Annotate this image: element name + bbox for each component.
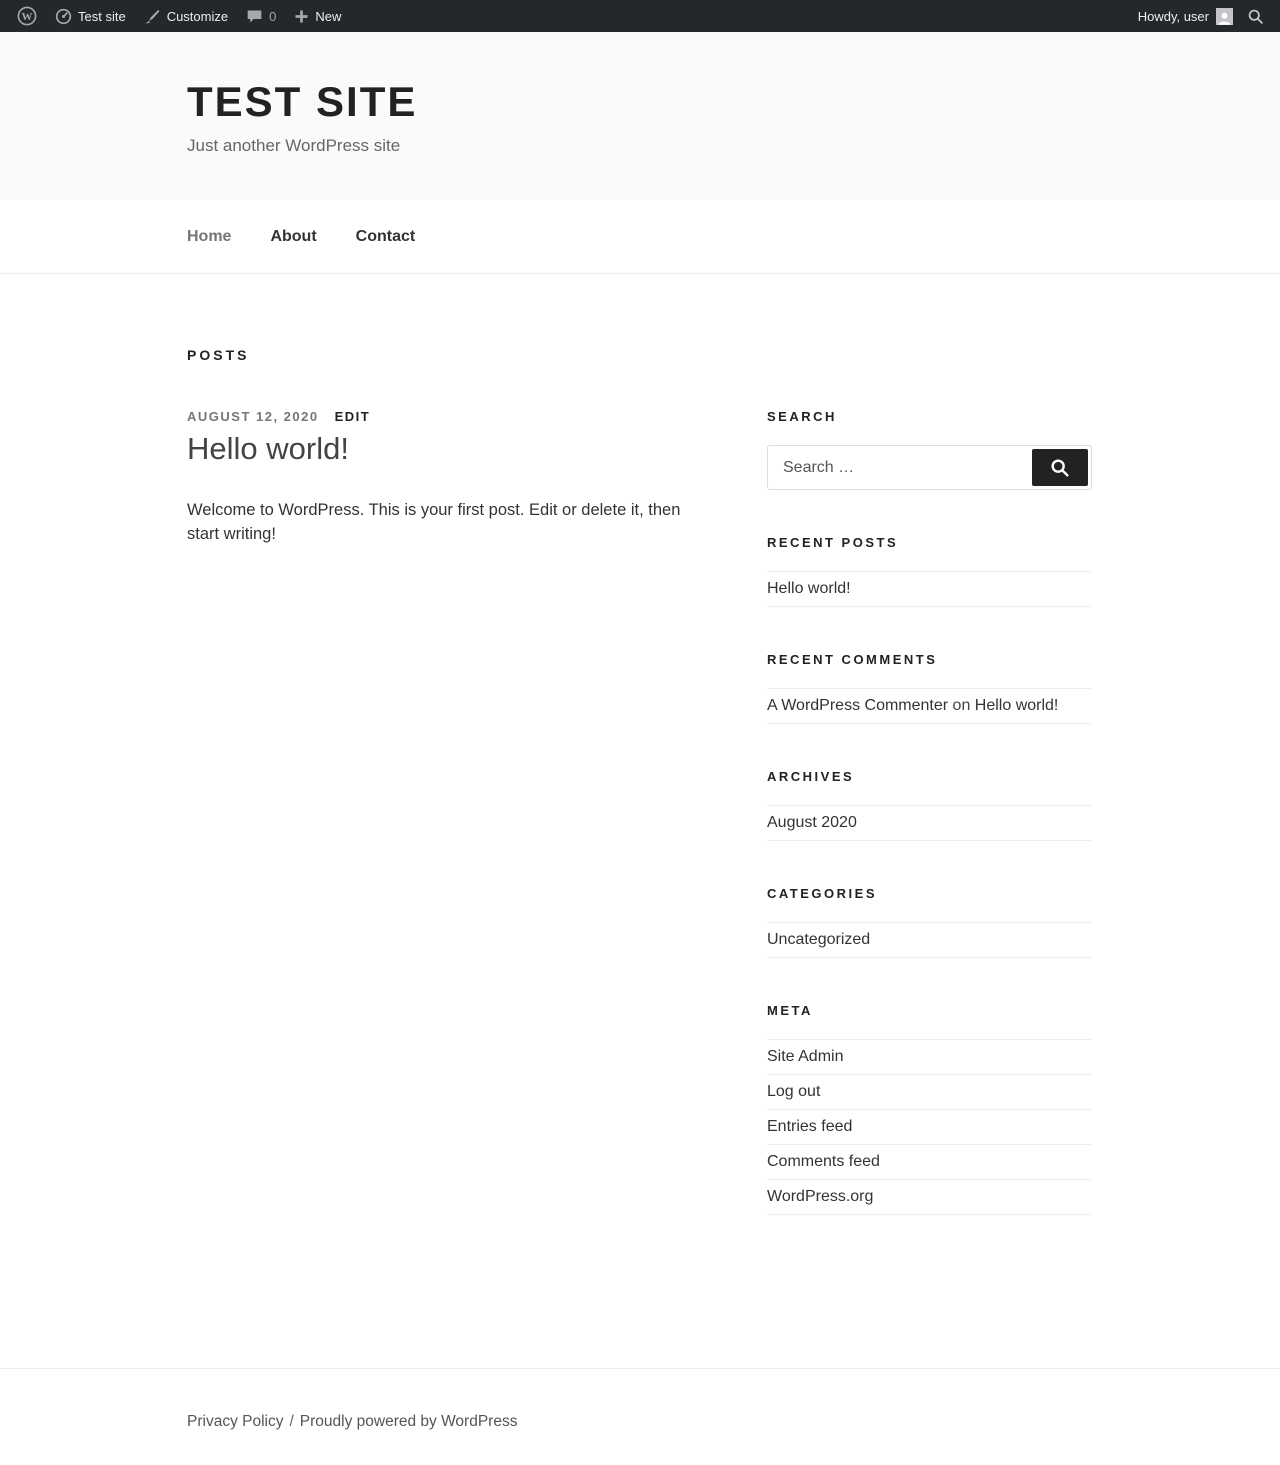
list-item (767, 572, 1092, 607)
list-item (767, 689, 1092, 724)
list-item (767, 923, 1092, 958)
recent-posts-title: RECENT POSTS (767, 535, 899, 550)
comments-icon (246, 8, 263, 25)
meta-widget (767, 1003, 1092, 1215)
avatar (1216, 8, 1233, 25)
meta-entries-feed-link[interactable]: Entries feed (767, 1118, 853, 1135)
recent-posts-list (767, 571, 1092, 607)
site-header (0, 32, 1280, 200)
archive-link[interactable]: August 2020 (767, 814, 857, 831)
recent-comments-widget (767, 652, 1092, 724)
admin-bar-right (1130, 0, 1270, 32)
archives-title: ARCHIVES (767, 769, 855, 784)
search-submit-button[interactable] (1032, 449, 1088, 486)
meta-comments-feed-link[interactable]: Comments feed (767, 1153, 880, 1170)
admin-bar-new[interactable] (285, 0, 350, 32)
page-title: POSTS (187, 347, 250, 363)
site-title[interactable]: TEST SITE (187, 78, 418, 125)
recent-comments-list (767, 688, 1092, 724)
list-item (767, 1040, 1092, 1075)
category-link[interactable]: Uncategorized (767, 931, 871, 948)
list-item (767, 1145, 1092, 1180)
list-item (767, 1110, 1092, 1145)
meta-title: META (767, 1003, 813, 1018)
privacy-policy-link[interactable]: Privacy Policy (187, 1413, 284, 1430)
site-tagline: Just another WordPress site (187, 136, 401, 155)
admin-bar-customize[interactable] (135, 0, 237, 32)
sidebar (767, 409, 1092, 1260)
comment-post-link[interactable]: Hello world! (974, 697, 1059, 714)
meta-site-admin-link[interactable]: Site Admin (767, 1048, 844, 1065)
powered-by-link[interactable]: Proudly powered by WordPress (299, 1413, 518, 1430)
wordpress-logo-icon (17, 6, 37, 26)
admin-bar-customize-label: Customize (166, 8, 229, 24)
nav-item-about[interactable]: About (270, 227, 317, 245)
admin-bar-howdy-label: Howdy, user (1137, 8, 1209, 24)
recent-post-link[interactable]: Hello world! (767, 580, 851, 597)
search-widget-title: SEARCH (767, 409, 837, 424)
post-edit-link[interactable]: EDIT (334, 409, 371, 424)
post-body: Welcome to WordPress. This is your first post. Edit or delete it, then start writing! (187, 501, 681, 544)
admin-bar-left (8, 0, 350, 32)
new-plus-icon (294, 9, 309, 24)
comment-connector: on (948, 697, 975, 714)
search-input[interactable] (771, 459, 1032, 477)
categories-list (767, 922, 1092, 958)
wordpress-menu[interactable] (8, 0, 46, 32)
post-date-link[interactable]: AUGUST 12, 2020 (187, 409, 319, 424)
admin-bar-site-name[interactable] (46, 0, 135, 32)
admin-bar-search-icon[interactable] (1241, 8, 1270, 25)
content-area (0, 274, 1280, 1368)
archives-list (767, 805, 1092, 841)
site-footer (0, 1368, 1280, 1465)
nav-item-home[interactable]: Home (187, 227, 232, 245)
search-form (767, 445, 1092, 490)
footer-separator: / (289, 1413, 294, 1430)
customize-icon (144, 8, 161, 25)
post-meta (187, 409, 712, 424)
meta-wordpress-org-link[interactable]: WordPress.org (767, 1188, 874, 1205)
categories-title: CATEGORIES (767, 886, 877, 901)
admin-bar-comments-count: 0 (269, 8, 277, 24)
recent-comments-title: RECENT COMMENTS (767, 652, 938, 667)
list-item (767, 1075, 1092, 1110)
meta-log-out-link[interactable]: Log out (767, 1083, 821, 1100)
search-icon (1049, 457, 1071, 479)
recent-posts-widget (767, 535, 1092, 607)
list-item (767, 1180, 1092, 1215)
post-title-link[interactable]: Hello world! (187, 431, 349, 466)
admin-bar-account[interactable] (1130, 8, 1241, 25)
admin-bar (0, 0, 1280, 32)
search-widget (767, 409, 1092, 490)
comment-author-link[interactable]: A WordPress Commenter (767, 697, 949, 714)
post-article (187, 409, 712, 547)
list-item (767, 806, 1092, 841)
admin-bar-site-name-label: Test site (78, 8, 126, 24)
categories-widget (767, 886, 1092, 958)
admin-bar-new-label: New (315, 8, 342, 24)
posts-column (187, 409, 712, 1260)
meta-list (767, 1039, 1092, 1215)
svg-text:W: W (21, 11, 33, 23)
archives-widget (767, 769, 1092, 841)
main-navigation (0, 200, 1280, 274)
dashboard-icon (55, 8, 72, 25)
nav-item-contact[interactable]: Contact (355, 227, 416, 245)
admin-bar-comments[interactable] (237, 0, 285, 32)
